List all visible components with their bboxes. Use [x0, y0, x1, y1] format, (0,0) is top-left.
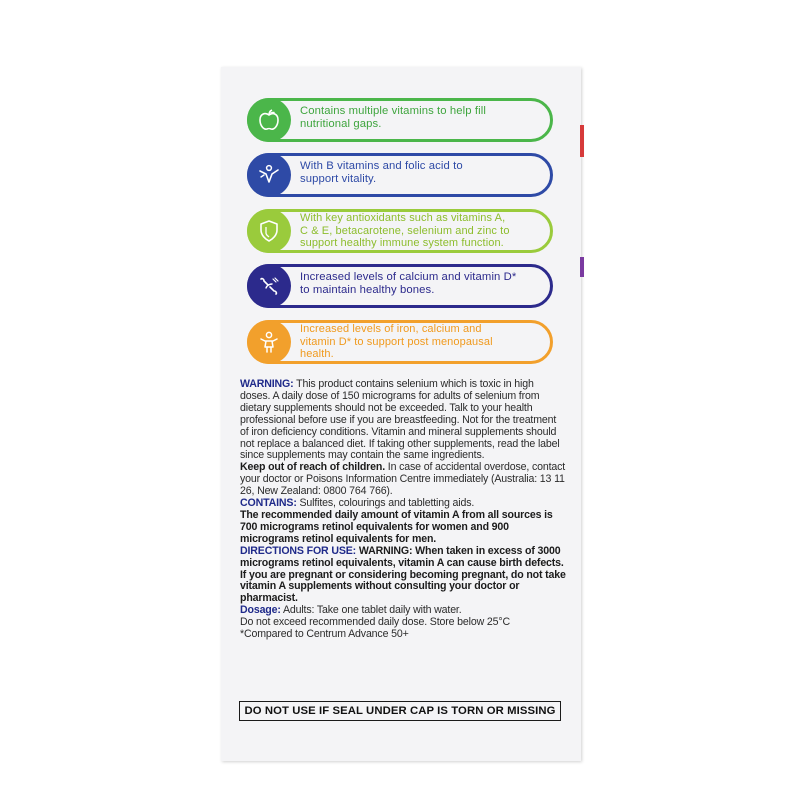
seal-warning-box: DO NOT USE IF SEAL UNDER CAP IS TORN OR MISSING [239, 701, 561, 721]
benefit-pill-multivitamins [247, 98, 553, 142]
benefit-icon-circle [247, 320, 291, 364]
benefit-icon-circle [247, 153, 291, 197]
directions-text: WARNING: When taken in excess of 3000 micrograms retinol equivalents, vitamin A can cause birth defects. If you are pregnant or considering becoming pregnant, do not take vitamin A supplements without consulting your doctor or pharmacist. [240, 544, 566, 605]
benefit-line: With B vitamins and folic acid to [300, 160, 463, 172]
product-information-text [240, 379, 566, 641]
contains-text: Sulfites, colourings and tabletting aids. [296, 497, 475, 510]
benefit-line: support healthy immune system function. [300, 237, 504, 249]
benefit-pill-antioxidants [247, 209, 553, 253]
directions-paragraph [240, 546, 566, 606]
keep-out-text: In case of accidental overdose, contact your doctor or Poisons Information Centre immediately (Australia: 13 11 26, New Zealand: 0800 764 766). [240, 461, 566, 498]
product-box-back-panel [221, 67, 581, 761]
recommended-amount-paragraph: The recommended daily amount of vitamin A from all sources is 700 micrograms retinol equivalents for women and 900 micrograms retinol equivalents for men. [240, 508, 553, 545]
benefit-pill-bones [247, 264, 553, 308]
shield-icon [256, 218, 282, 244]
benefit-line: health. [300, 348, 334, 360]
dosage-text: Adults: Take one tablet daily with water. [280, 604, 462, 617]
vitality-person-icon [256, 162, 282, 188]
benefit-icon-circle [247, 264, 291, 308]
benefit-pill-vitality [247, 153, 553, 197]
benefit-line: With key antioxidants such as vitamins A, [300, 212, 506, 224]
benefit-line: support vitality. [300, 173, 377, 185]
woman-icon [256, 329, 282, 355]
contains-label: CONTAINS: [240, 497, 297, 510]
keep-out-label: Keep out of reach of children. [240, 461, 386, 474]
benefit-icon-circle [247, 98, 291, 142]
benefit-line: Increased levels of iron, calcium and [300, 323, 482, 335]
edge-color-mark-purple [580, 257, 584, 277]
benefit-line: to maintain healthy bones. [300, 284, 435, 296]
warning-paragraph [240, 379, 566, 462]
dosage-label: Dosage: [240, 604, 281, 617]
bone-joint-icon [256, 273, 282, 299]
exceed-storage-paragraph: Do not exceed recommended daily dose. Store below 25°C [240, 616, 510, 629]
benefit-line: Increased levels of calcium and vitamin D* [300, 271, 517, 283]
edge-color-mark-red [580, 125, 584, 157]
benefit-line: nutritional gaps. [300, 118, 382, 130]
compared-footnote: *Compared to Centrum Advance 50+ [240, 628, 409, 641]
benefit-line: vitamin D* to support post menopausal [300, 335, 493, 348]
benefit-icon-circle [247, 209, 291, 253]
benefit-line: C & E, betacarotene, selenium and zinc to [300, 224, 510, 237]
keep-out-paragraph [240, 462, 566, 498]
warning-text: This product contains selenium which is toxic in high doses. A daily dose of 150 micrograms for adults of selenium from dietary supplements should not be exceeded. Talk to your health professional before use if you are breastfeeding. Not for the treatment of iron deficiency conditions. Vitamin and mineral supplements should not replace a balanced diet. If taking other supplements, read the label since supplements may contain the same ingredients. [240, 378, 560, 462]
directions-label: DIRECTIONS FOR USE: [240, 544, 357, 557]
warning-label: WARNING: [240, 378, 294, 390]
benefit-pill-post-menopausal [247, 320, 553, 364]
benefit-line: Contains multiple vitamins to help fill [300, 105, 486, 117]
apple-icon [256, 107, 282, 133]
